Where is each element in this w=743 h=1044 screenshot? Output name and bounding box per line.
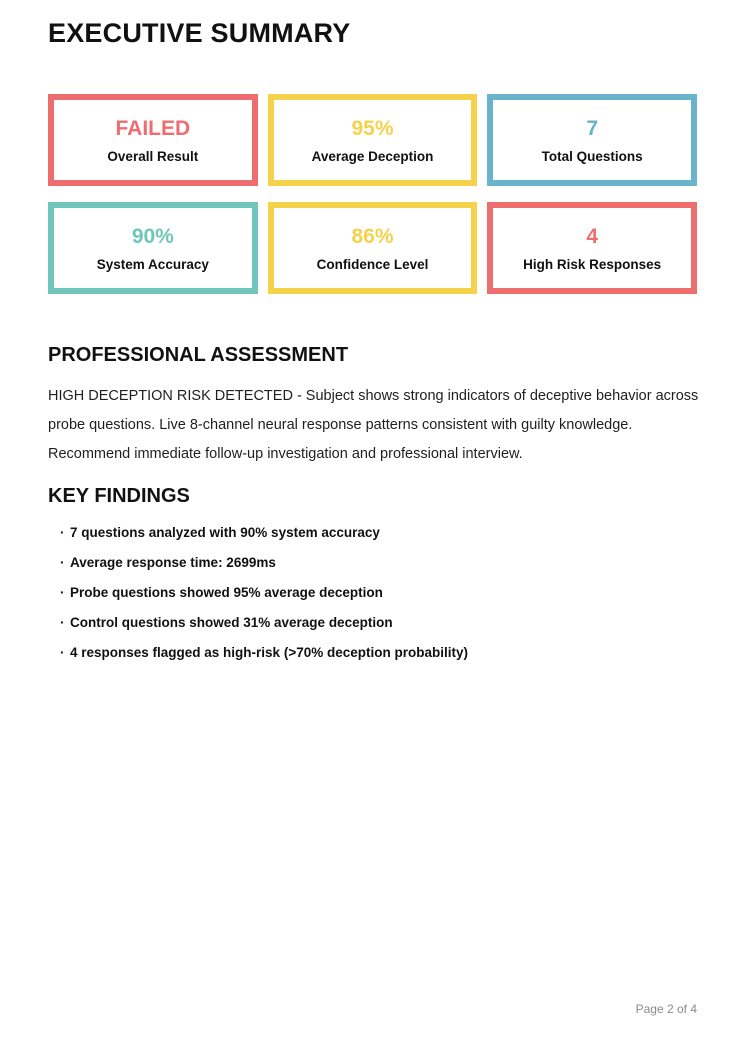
stat-label: Confidence Level xyxy=(316,257,429,272)
stat-value: 95% xyxy=(351,117,394,140)
stat-value: 90% xyxy=(131,225,174,248)
stat-card-grid xyxy=(48,94,697,294)
finding-item: · 4 responses flagged as high-risk (>70% deception probability) xyxy=(62,646,697,660)
key-findings-section xyxy=(48,485,697,660)
finding-item: · Probe questions showed 95% average deception xyxy=(62,586,697,600)
stat-value: 7 xyxy=(586,117,598,140)
finding-item: · Control questions showed 31% average deception xyxy=(62,616,697,630)
professional-assessment-heading: PROFESSIONAL ASSESSMENT xyxy=(48,344,349,366)
stat-value: FAILED xyxy=(115,117,191,140)
stat-label: Overall Result xyxy=(107,149,199,164)
key-findings-heading: KEY FINDINGS xyxy=(48,485,190,507)
professional-assessment-section xyxy=(48,344,697,469)
stat-label: Average Deception xyxy=(311,149,434,164)
stat-label: High Risk Responses xyxy=(523,257,662,272)
finding-item: · 7 questions analyzed with 90% system accuracy xyxy=(62,526,697,540)
stat-card-total-questions xyxy=(487,94,697,186)
stat-card-overall-result xyxy=(48,94,258,186)
key-findings-list xyxy=(48,526,697,660)
page-number: Page 2 of 4 xyxy=(635,1002,697,1016)
stat-card-system-accuracy xyxy=(48,202,258,294)
page-title: EXECUTIVE SUMMARY xyxy=(48,18,351,48)
stat-value: 86% xyxy=(351,225,394,248)
finding-item: · Average response time: 2699ms xyxy=(62,556,697,570)
professional-assessment-text: HIGH DECEPTION RISK DETECTED - Subject shows strong indicators of deceptive behavior across probe questions. Live 8-channel neural response patterns consistent with guilty knowledge. Recommend immediate follow-up investigation and professional interview. xyxy=(48,388,699,462)
stat-card-average-deception xyxy=(268,94,478,186)
stat-value: 4 xyxy=(586,225,598,248)
stat-label: Total Questions xyxy=(541,149,643,164)
stat-card-confidence-level xyxy=(268,202,478,294)
stat-card-high-risk-responses xyxy=(487,202,697,294)
stat-label: System Accuracy xyxy=(96,257,209,272)
